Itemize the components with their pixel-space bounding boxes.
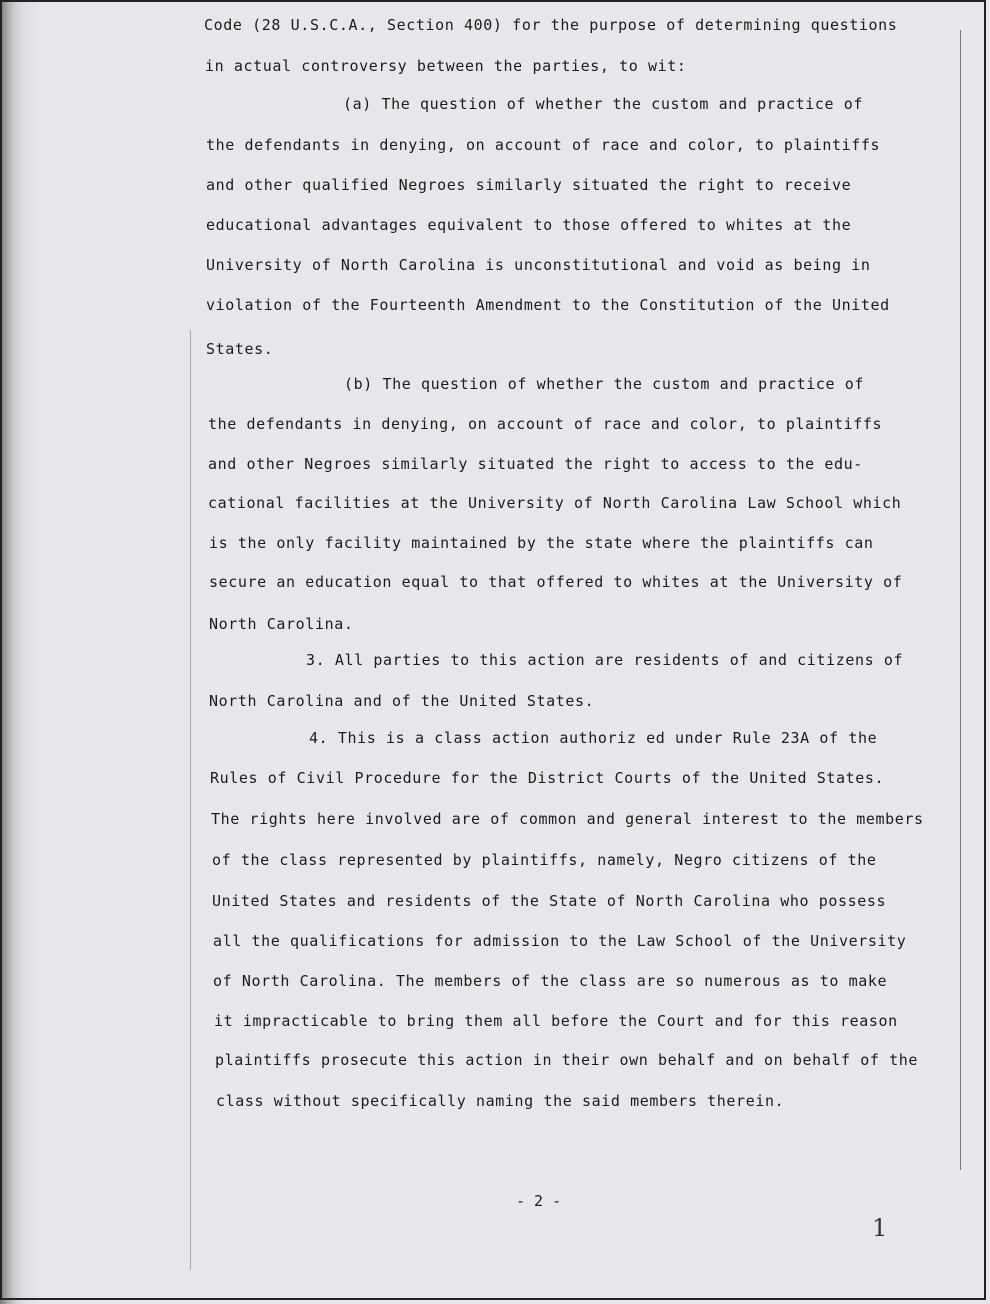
text-line: Code (28 U.S.C.A., Section 400) for the purpose of determining questions bbox=[204, 16, 898, 34]
text-line: it impracticable to bring them all before the Court and for this reason bbox=[214, 1012, 898, 1030]
text-line: The rights here involved are of common and general interest to the members bbox=[211, 810, 924, 828]
text-line: secure an education equal to that offered to whites at the University of bbox=[209, 573, 903, 591]
text-line: the defendants in denying, on account of race and color, to plaintiffs bbox=[208, 415, 883, 433]
page-number: - 2 - bbox=[516, 1192, 562, 1210]
text-line: Rules of Civil Procedure for the District Courts of the United States. bbox=[210, 769, 885, 787]
text-line: (b) The question of whether the custom and practice of bbox=[344, 375, 865, 393]
left-margin-rule bbox=[190, 330, 191, 1270]
text-line: class without specifically naming the said members therein. bbox=[216, 1092, 785, 1110]
text-line: States. bbox=[206, 340, 274, 358]
text-line: University of North Carolina is unconstitutional and void as being in bbox=[206, 256, 871, 274]
handwritten-page-mark: 1 bbox=[872, 1214, 888, 1242]
text-line: violation of the Fourteenth Amendment to the Constitution of the United bbox=[206, 296, 890, 314]
text-line: cational facilities at the University of North Carolina Law School which bbox=[208, 494, 902, 512]
text-line: 4. This is a class action authoriz ed under Rule 23A of the bbox=[309, 729, 878, 747]
text-line: educational advantages equivalent to those offered to whites at the bbox=[206, 216, 852, 234]
text-line: of North Carolina. The members of the class are so numerous as to make bbox=[213, 972, 888, 990]
text-line: is the only facility maintained by the state where the plaintiffs can bbox=[209, 534, 874, 552]
text-line: 3. All parties to this action are residents of and citizens of bbox=[306, 651, 904, 669]
text-line: of the class represented by plaintiffs, namely, Negro citizens of the bbox=[212, 851, 877, 869]
text-line: all the qualifications for admission to the Law School of the University bbox=[213, 932, 907, 950]
right-margin-rule bbox=[960, 30, 961, 1170]
text-line: the defendants in denying, on account of race and color, to plaintiffs bbox=[206, 136, 881, 154]
text-line: and other Negroes similarly situated the right to access to the edu- bbox=[208, 455, 863, 473]
text-line: in actual controversy between the parties, to wit: bbox=[205, 57, 687, 75]
text-line: North Carolina. bbox=[209, 615, 354, 633]
text-line: and other qualified Negroes similarly situated the right to receive bbox=[206, 176, 852, 194]
text-line: North Carolina and of the United States. bbox=[209, 692, 595, 710]
text-line: United States and residents of the State of North Carolina who possess bbox=[212, 892, 887, 910]
text-line: plaintiffs prosecute this action in their own behalf and on behalf of the bbox=[215, 1051, 919, 1069]
text-line: (a) The question of whether the custom and practice of bbox=[343, 95, 864, 113]
